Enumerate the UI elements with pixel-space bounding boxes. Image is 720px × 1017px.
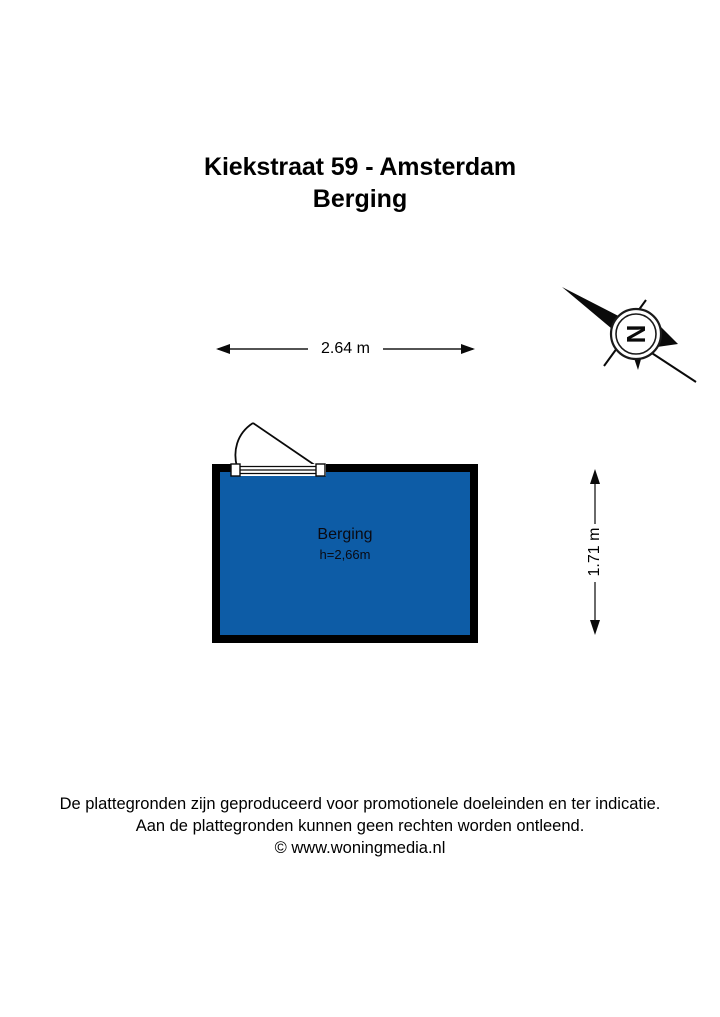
dimension-width xyxy=(208,332,483,366)
footer-line-2: Aan de plattegronden kunnen geen rechten worden ontleend. xyxy=(135,817,585,835)
floorplan-drawing xyxy=(206,412,496,652)
room-floor-fill xyxy=(220,472,470,635)
dimension-width-label: 2.64 m xyxy=(321,340,370,357)
page-title: Kiekstraat 59 - Amsterdam xyxy=(204,153,516,181)
footer-disclaimer xyxy=(0,793,720,859)
door-opening xyxy=(231,464,326,476)
footer-line-1: De plattegronden zijn geproduceerd voor promotionele doeleinden en ter indicatie. xyxy=(59,795,661,813)
dimension-height-label: 1.71 m xyxy=(586,527,603,577)
page-subtitle: Berging xyxy=(312,185,408,213)
title-block xyxy=(0,152,720,216)
dimension-height xyxy=(578,466,612,638)
compass-rose-icon xyxy=(558,272,698,392)
footer-line-3: © www.woningmedia.nl xyxy=(274,839,446,857)
room-name-label: Berging xyxy=(317,526,373,543)
compass-north-label: N xyxy=(621,324,651,344)
room-ceiling-height-label: h=2,66m xyxy=(319,547,371,562)
door-swing-icon xyxy=(235,423,319,468)
